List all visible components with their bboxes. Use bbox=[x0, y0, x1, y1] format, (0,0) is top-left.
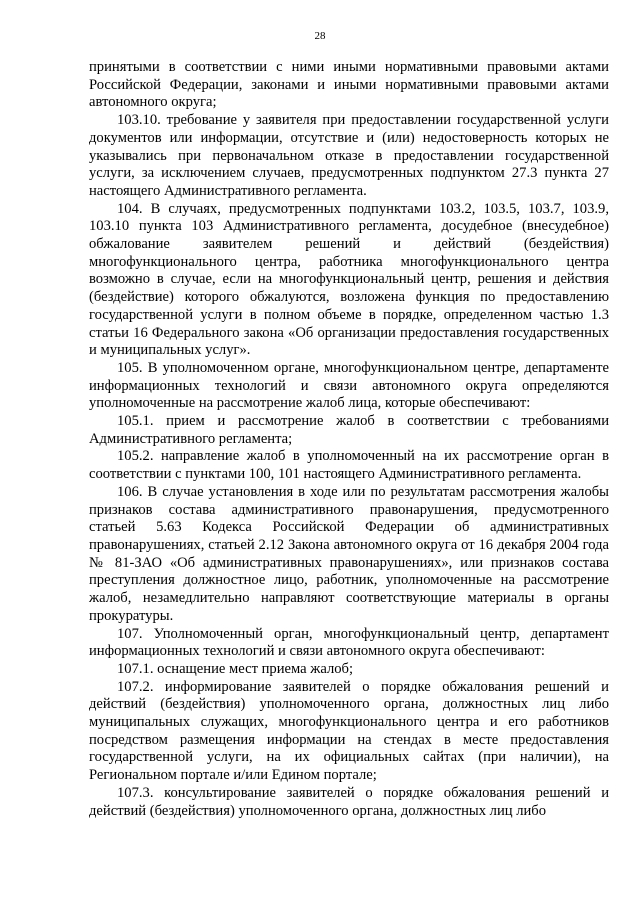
paragraph-105-1: 105.1. прием и рассмотрение жалоб в соответствии с требованиями Административного регламента; bbox=[89, 413, 609, 447]
paragraph-continuation: принятыми в соответствии с ними иными нормативными правовыми актами Российской Федерации, законами и иными нормативными правовыми актами автономного округа; bbox=[89, 59, 609, 111]
paragraph-107-2: 107.2. информирование заявителей о порядке обжалования решений и действий (бездействия) уполномоченного органа, должностных лиц либо муниципальных служащих, многофункционального центра и его работников посредством размещения информации на стендах в месте предоставления государственной услуги, на их официальных сайтах (при наличии), на Региональном портале и/или Едином портале; bbox=[89, 678, 609, 784]
paragraph-106: 106. В случае установления в ходе или по результатам рассмотрения жалобы признаков состава административного правонарушения, предусмотренного статьей 5.63 Кодекса Российской Федерации об административных правонарушениях, статьей 2.12 Закона автономного округа от 16 декабря 2004 года № 81-ЗАО «Об административных правонарушениях», или признаков состава преступления должностное лицо, работник, уполномоченные на рассмотрение жалоб, незамедлительно направляют соответствующие материалы в органы прокуратуры. bbox=[89, 483, 609, 624]
paragraph-105: 105. В уполномоченном органе, многофункциональном центре, департаменте информационных технологий и связи автономного округа определяются уполномоченные на рассмотрение жалоб лица, которые обеспечивают: bbox=[89, 359, 609, 412]
paragraph-107: 107. Уполномоченный орган, многофункциональный центр, департамент информационных технологий и связи автономного округа обеспечивают: bbox=[89, 625, 609, 660]
paragraph-107-1: 107.1. оснащение мест приема жалоб; bbox=[117, 660, 354, 677]
document-body bbox=[89, 59, 609, 820]
paragraph-104: 104. В случаях, предусмотренных подпунктами 103.2, 103.5, 103.7, 103.9, 103.10 пункта 103 Административного регламента, досудебное (внесудебное) обжалование заявителем решений и действий (бездействия) многофункционального центра, работника многофункционального центра возможно в случае, если на многофункциональный центр, решения и действия (бездействие) которого обжалуются, возложена функция по предоставлению государственной услуги в полном объеме в порядке, определенном частью 1.3 статьи 16 Федерального закона «Об организации предоставления государственных и муниципальных услуг». bbox=[89, 200, 609, 359]
paragraph-107-3: 107.3. консультирование заявителей о порядке обжалования решений и действий (бездействия) уполномоченного органа, должностных лиц либо bbox=[89, 784, 609, 819]
page-number: 28 bbox=[314, 30, 326, 42]
paragraph-103-10: 103.10. требование у заявителя при предоставлении государственной услуги документов или информации, отсутствие и (или) недостоверность которых не указывались при первоначальном отказе в предоставлении государственной услуги, за исключением случаев, предусмотренных подпунктом 27.3 пункта 27 настоящего Административного регламента. bbox=[89, 112, 609, 199]
paragraph-105-2: 105.2. направление жалоб в уполномоченный на их рассмотрение орган в соответствии с пунктами 100, 101 настоящего Административного регламента. bbox=[89, 448, 609, 483]
